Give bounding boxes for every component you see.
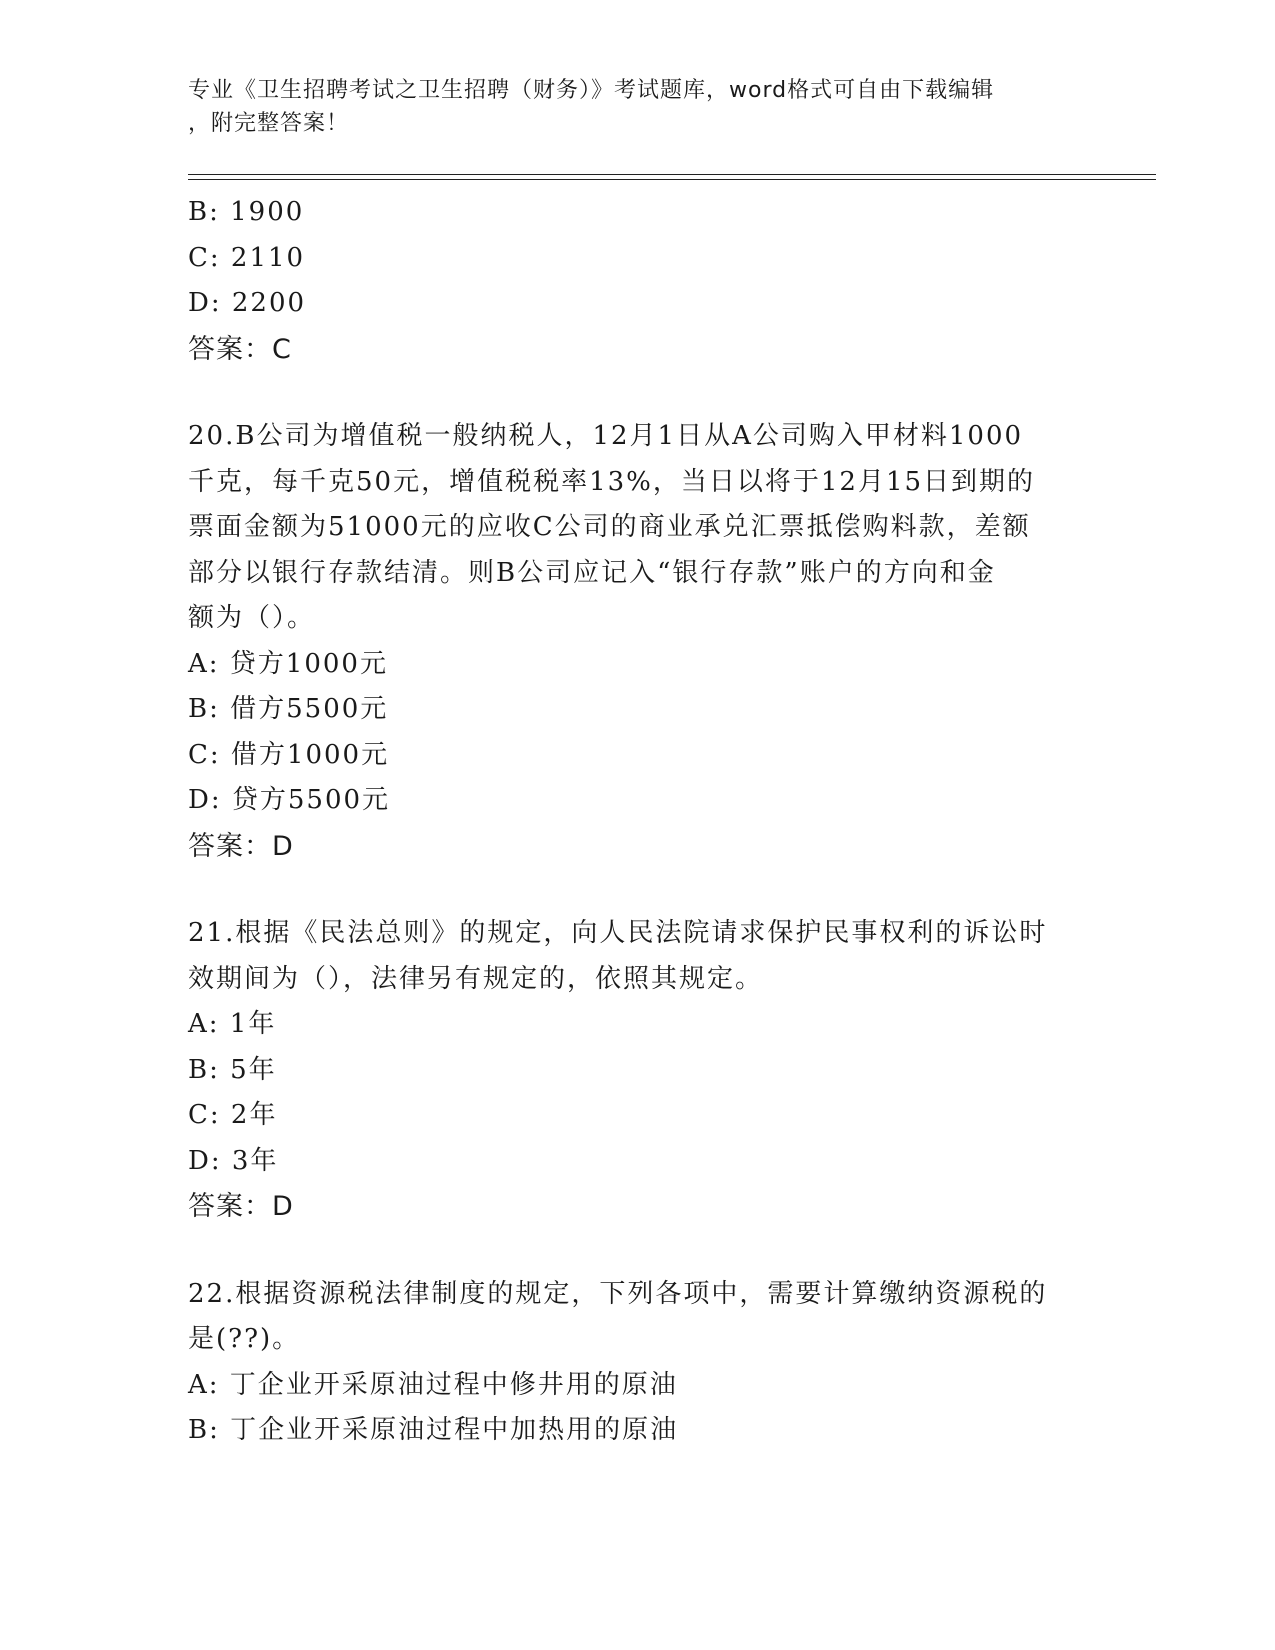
option-a: A: 贷方1000元 — [188, 648, 388, 679]
question-22 — [188, 1272, 1088, 1454]
option-c: C: 2年 — [188, 1100, 278, 1130]
header-title-line-2: ，附完整答案！ — [188, 111, 350, 136]
option-b: B: 丁企业开采原油过程中加热用的原油 — [188, 1415, 679, 1445]
option-d: D: 3年 — [188, 1145, 279, 1176]
question-text-line: 是(??)。 — [188, 1324, 301, 1354]
option-c: C: 借方1000元 — [188, 739, 390, 770]
option-b: B: 5年 — [188, 1054, 277, 1085]
question-19-continuation — [188, 190, 1088, 372]
option-a: A: 1年 — [188, 1009, 277, 1039]
option-b: B: 1900 — [188, 197, 305, 227]
answer: 答案：D — [188, 1191, 294, 1222]
header-divider-top — [188, 174, 1156, 175]
option-d: D: 贷方5500元 — [188, 785, 391, 815]
question-text-line: 21.根据《民法总则》的规定，向人民法院请求保护民事权利的诉讼时 — [188, 918, 1048, 948]
question-text-line: 千克，每千克50元，增值税税率13%，当日以将于12月15日到期的 — [188, 466, 1036, 497]
question-text-line: 票面金额为51000元的应收C公司的商业承兑汇票抵偿购料款，差额 — [188, 512, 1031, 542]
question-21 — [188, 911, 1088, 1230]
question-list — [188, 190, 1088, 1454]
question-text-line: 22.根据资源税法律制度的规定，下列各项中，需要计算缴纳资源税的 — [188, 1278, 1048, 1309]
question-text-line: 额为（）。 — [188, 603, 316, 633]
document-header — [188, 74, 1068, 140]
header-title-line-1: 专业《卫生招聘考试之卫生招聘（财务）》考试题库，word格式可自由下载编辑 — [188, 78, 995, 103]
answer: 答案：C — [188, 333, 292, 365]
question-text-line: 效期间为（），法律另有规定的，依照其规定。 — [188, 963, 764, 994]
option-b: B: 借方5500元 — [188, 694, 389, 724]
option-d: D: 2200 — [188, 288, 307, 318]
option-c: C: 2110 — [188, 242, 306, 273]
option-a: A: 丁企业开采原油过程中修井用的原油 — [188, 1369, 678, 1400]
answer: 答案：D — [188, 830, 294, 862]
question-20 — [188, 414, 1088, 869]
question-text-line: 20.B公司为增值税一般纳税人，12月1日从A公司购入甲材料1000 — [188, 421, 1024, 451]
header-divider-bottom — [188, 179, 1156, 180]
question-text-line: 部分以银行存款结清。则B公司应记入“银行存款”账户的方向和金 — [188, 557, 996, 588]
